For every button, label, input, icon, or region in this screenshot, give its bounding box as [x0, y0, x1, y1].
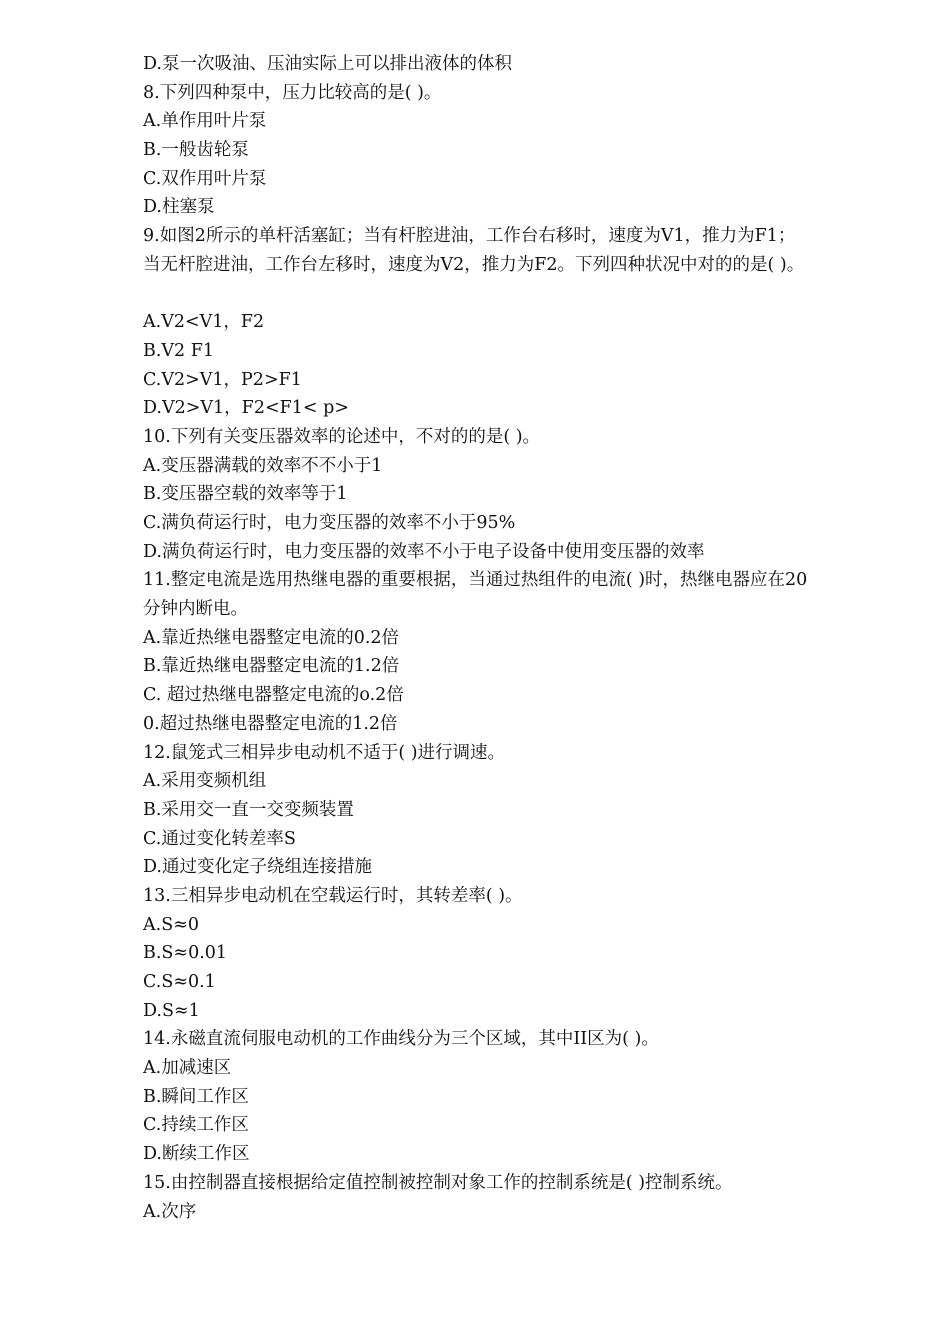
option-line: A.单作用叶片泵 [143, 111, 267, 132]
question-line: 12.鼠笼式三相异步电动机不适于( )进行调速。 [143, 742, 506, 763]
option-line: 0.超过热继电器整定电流的1.2倍 [143, 713, 398, 734]
option-line: D.断续工作区 [143, 1144, 250, 1165]
option-line: B.瞬间工作区 [143, 1086, 249, 1107]
question-line: 15.由控制器直接根据给定值控制被控制对象工作的控制系统是( )控制系统。 [143, 1172, 733, 1193]
option-line: A.V2<V1，F2 [143, 312, 265, 333]
question-line: 10.下列有关变压器效率的论述中，不对的的是( )。 [143, 426, 541, 447]
option-line: C.V2>V1，P2>F1 [143, 369, 302, 390]
option-line: C.满负荷运行时，电力变压器的效率不小于95% [143, 513, 516, 533]
option-line: C.S≈0.1 [143, 972, 216, 992]
option-line: D.泵一次吸油、压油实际上可以排出液体的体积 [143, 54, 512, 74]
option-line: C.持续工作区 [143, 1115, 249, 1136]
option-line: B.靠近热继电器整定电流的1.2倍 [143, 656, 400, 677]
option-line: A.S≈0 [143, 914, 199, 935]
option-line: D.S≈1 [143, 1000, 200, 1021]
option-line: A.靠近热继电器整定电流的0.2倍 [143, 627, 400, 648]
document-page [143, 50, 883, 1226]
option-line: C. 超过热继电器整定电流的o.2倍 [143, 685, 404, 706]
option-line: D.满负荷运行时，电力变压器的效率不小于电子设备中使用变压器的效率 [143, 541, 705, 562]
option-line: A.加减速区 [143, 1058, 232, 1079]
option-line: C.通过变化转差率S [143, 828, 296, 849]
question-line: 分钟内断电。 [143, 599, 248, 620]
question-line: 11.整定电流是选用热继电器的重要根据，当通过热组件的电流( )时，热继电器应在20 [143, 570, 808, 591]
option-line: D.V2>V1，F2<F1< p> [143, 398, 349, 419]
option-line: B.一般齿轮泵 [143, 140, 249, 161]
option-line: B.S≈0.01 [143, 943, 228, 964]
question-line: 当无杆腔进油，工作台左移时，速度为V2，推力为F2。下列四种状况中对的的是( )。 [143, 254, 805, 275]
option-line: B.V2 F1 [143, 340, 215, 361]
question-line: 8.下列四种泵中，压力比较高的是( )。 [143, 82, 442, 103]
option-line: A.变压器满载的效率不不小于1 [143, 455, 383, 476]
option-line: D.通过变化定子绕组连接措施 [143, 857, 372, 878]
question-line: 9.如图2所示的单杆活塞缸；当有杆腔进油，工作台右移时，速度为V1，推力为F1； [143, 226, 796, 247]
question-line: 14.永磁直流伺服电动机的工作曲线分为三个区域，其中II区为( )。 [143, 1029, 659, 1050]
option-line: B.采用交一直一交变频装置 [143, 799, 354, 820]
option-line: A.采用变频机组 [143, 771, 267, 792]
blank-line [143, 280, 883, 309]
option-line: D.柱塞泵 [143, 197, 215, 218]
option-line: C.双作用叶片泵 [143, 168, 267, 189]
question-line: 13.三相异步电动机在空载运行时，其转差率( )。 [143, 885, 523, 906]
option-line: A.次序 [143, 1201, 197, 1222]
option-line: B.变压器空载的效率等于1 [143, 484, 348, 505]
